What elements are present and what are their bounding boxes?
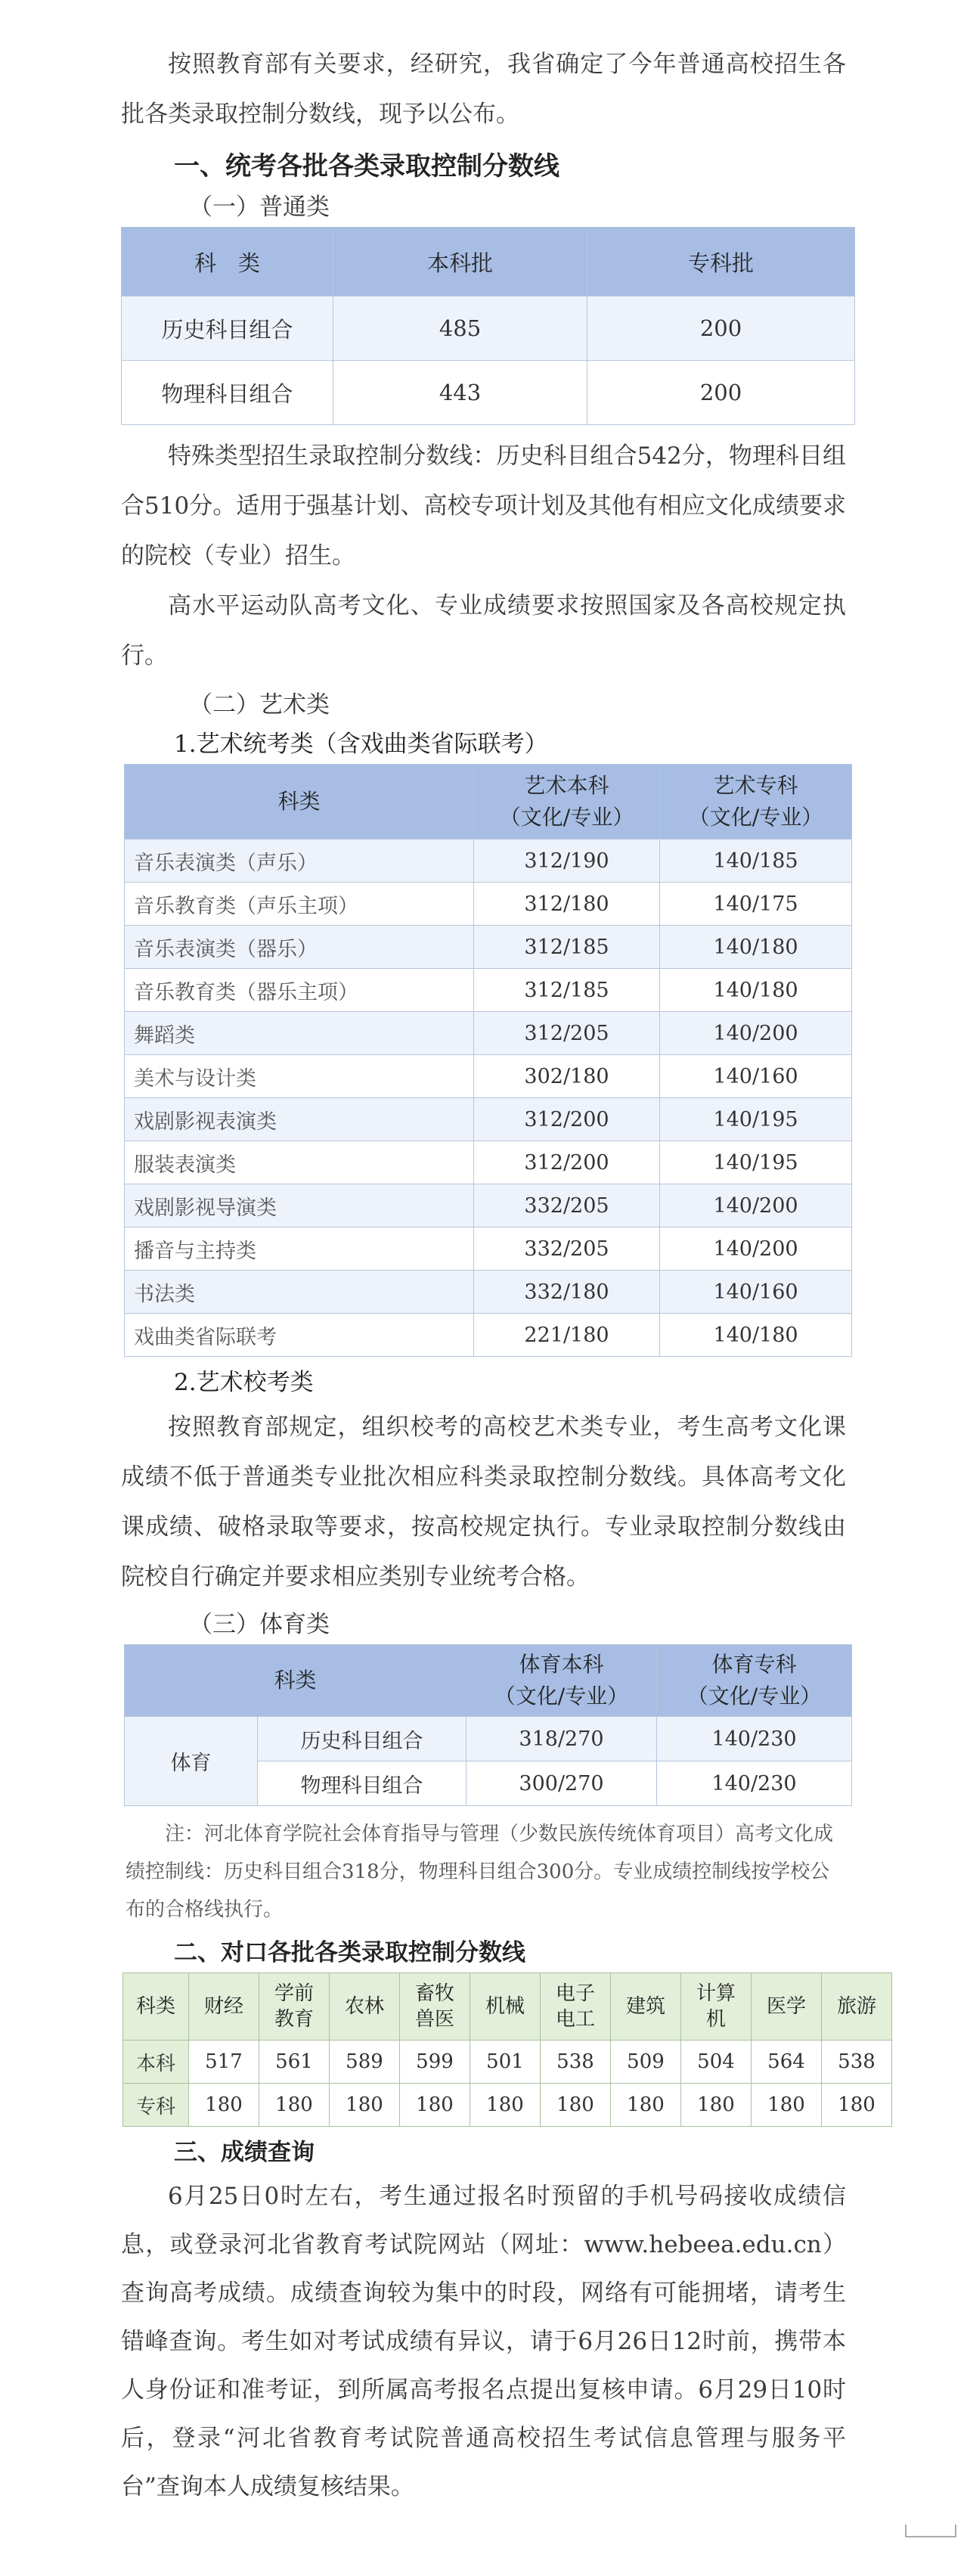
table-cell: 509 (611, 2041, 681, 2084)
table-header-row (125, 1645, 852, 1717)
header-cell: 艺术本科 （文化/专业） (474, 765, 660, 840)
table-row (125, 1271, 852, 1314)
table-cell: 312/200 (474, 1098, 660, 1141)
table-cell: 312/190 (474, 840, 660, 883)
table-cell: 599 (400, 2041, 470, 2084)
table-header-row (125, 765, 852, 840)
table-cell: 180 (752, 2084, 822, 2127)
header-cell: 畜牧 兽医 (400, 1973, 470, 2041)
table-cell: 180 (611, 2084, 681, 2127)
table-cell: 音乐教育类（器乐主项） (125, 969, 474, 1012)
art-title: （二）艺术类 (189, 691, 330, 718)
table-cell: 140/180 (660, 969, 852, 1012)
table-cell: 舞蹈类 (125, 1012, 474, 1055)
table-cell: 140/230 (657, 1761, 852, 1806)
intro-paragraph: 按照教育部有关要求，经研究，我省确定了今年普通高校招生各批各类录取控制分数线，现予以公布。 (121, 51, 846, 128)
art-school-subtitle: 2.艺术校考类 (174, 1369, 314, 1396)
header-cell: 科 类 (122, 228, 333, 296)
table-cell: 140/160 (660, 1271, 852, 1314)
table-cell: 140/200 (660, 1184, 852, 1227)
high-level-team-paragraph: 高水平运动队高考文化、专业成绩要求按照国家及各高校规定执行。 (121, 592, 846, 669)
art-school-paragraph: 按照教育部规定，组织校考的高校艺术类专业，考生高考文化课成绩不低于普通类专业批次相应科类录取控制分数线。具体高考文化课成绩、破格录取等要求，按高校规定执行。专业录取控制分数线由院校自行确定并要求相应类别专业统考合格。 (121, 1414, 846, 1591)
table-cell: 戏曲类省际联考 (125, 1314, 474, 1357)
table-cell: 332/205 (474, 1227, 660, 1271)
table-row (125, 1227, 852, 1271)
table-row (123, 2041, 892, 2084)
table-cell: 312/185 (474, 926, 660, 969)
table-row (125, 1184, 852, 1227)
table-header-row (123, 1973, 892, 2041)
header-cell: 农林 (330, 1973, 400, 2041)
table-header-row (122, 228, 855, 296)
header-cell: 学前 教育 (259, 1973, 330, 2041)
table-cell: 140/195 (660, 1098, 852, 1141)
table-cell: 音乐教育类（声乐主项） (125, 883, 474, 926)
table-cell: 200 (587, 296, 855, 361)
table-cell: 332/205 (474, 1184, 660, 1227)
table-row (125, 969, 852, 1012)
score-query-paragraph: 6月25日0时左右，考生通过报名时预留的手机号码接收成绩信息，或登录河北省教育考试院网站（网址：www.hebeea.edu.cn）查询高考成绩。成绩查询较为集中的时段，网络有可能拥堵，请考生错峰查询。考生如对考试成绩有异议，请于6月26日12时前，携带本人身份证和准考证，到所属高考报名点提出复核申请。6月29日10时后，登录“河北省教育考试院普通高校招生考试信息管理与服务平台”查询本人成绩复核结果。 (121, 2183, 846, 2500)
table-row (125, 883, 852, 926)
header-cell: 电子 电工 (541, 1973, 611, 2041)
table-cell: 300/270 (466, 1761, 657, 1806)
table-cell: 历史科目组合 (122, 296, 333, 361)
table-row (125, 840, 852, 883)
table-row (125, 1314, 852, 1357)
table-cell: 书法类 (125, 1271, 474, 1314)
table-cell: 物理科目组合 (258, 1761, 466, 1806)
table-cell: 140/160 (660, 1055, 852, 1098)
table-cell: 332/180 (474, 1271, 660, 1314)
vocational-table (122, 1972, 892, 2127)
table-cell: 音乐表演类（器乐） (125, 926, 474, 969)
header-cell: 医学 (752, 1973, 822, 2041)
special-type-paragraph: 特殊类型招生录取控制分数线：历史科目组合542分，物理科目组合510分。适用于强基计划、高校专项计划及其他有相应文化成绩要求的院校（专业）招生。 (121, 442, 846, 570)
corner-mark-icon (927, 2523, 965, 2538)
table-cell: 体育 (125, 1717, 258, 1806)
general-title: （一）普通类 (189, 194, 330, 221)
sports-title: （三）体育类 (189, 1611, 330, 1638)
table-cell: 200 (587, 361, 855, 425)
table-cell: 312/180 (474, 883, 660, 926)
table-cell: 美术与设计类 (125, 1055, 474, 1098)
table-cell: 312/185 (474, 969, 660, 1012)
table-cell: 140/180 (660, 926, 852, 969)
table-cell: 538 (541, 2041, 611, 2084)
sports-table (124, 1644, 852, 1806)
section1-title: 一、统考各批各类录取控制分数线 (174, 151, 559, 182)
header-cell: 财经 (189, 1973, 259, 2041)
table-cell: 140/180 (660, 1314, 852, 1357)
sports-note: 注：河北体育学院社会体育指导与管理（少数民族传统体育项目）高考文化成绩控制线：历史科目组合318分，物理科目组合300分。专业成绩控制线按学校公布的合格线执行。 (126, 1823, 834, 1921)
table-cell: 180 (822, 2084, 892, 2127)
general-table (121, 227, 855, 425)
table-cell: 音乐表演类（声乐） (125, 840, 474, 883)
table-cell: 140/185 (660, 840, 852, 883)
table-cell: 564 (752, 2041, 822, 2084)
table-cell: 561 (259, 2041, 330, 2084)
header-cell: 建筑 (611, 1973, 681, 2041)
table-cell: 312/205 (474, 1012, 660, 1055)
header-cell: 计算 机 (681, 1973, 752, 2041)
table-row (125, 1717, 852, 1761)
table-row (125, 1055, 852, 1098)
table-cell: 140/195 (660, 1141, 852, 1184)
header-cell: 机械 (470, 1973, 541, 2041)
table-cell: 专科 (123, 2084, 189, 2127)
header-cell: 科类 (125, 1645, 466, 1717)
table-cell: 服装表演类 (125, 1141, 474, 1184)
table-cell: 443 (333, 361, 587, 425)
table-cell: 140/200 (660, 1227, 852, 1271)
table-cell: 戏剧影视表演类 (125, 1098, 474, 1141)
art-unified-subtitle: 1.艺术统考类（含戏曲类省际联考） (174, 731, 548, 758)
table-cell: 180 (541, 2084, 611, 2127)
table-cell: 589 (330, 2041, 400, 2084)
table-row (125, 1141, 852, 1184)
table-cell: 140/175 (660, 883, 852, 926)
table-cell: 318/270 (466, 1717, 657, 1761)
table-row (123, 2084, 892, 2127)
header-cell: 旅游 (822, 1973, 892, 2041)
table-cell: 485 (333, 296, 587, 361)
table-cell: 180 (470, 2084, 541, 2127)
header-cell: 艺术专科 （文化/专业） (660, 765, 852, 840)
table-cell: 播音与主持类 (125, 1227, 474, 1271)
table-cell: 180 (681, 2084, 752, 2127)
table-row (125, 1098, 852, 1141)
header-cell: 体育本科 （文化/专业） (466, 1645, 657, 1717)
table-cell: 312/200 (474, 1141, 660, 1184)
table-cell: 221/180 (474, 1314, 660, 1357)
table-cell: 180 (330, 2084, 400, 2127)
table-cell: 180 (189, 2084, 259, 2127)
section2-title: 二、对口各批各类录取控制分数线 (174, 1939, 525, 1966)
header-cell: 体育专科 （文化/专业） (657, 1645, 852, 1717)
table-cell: 504 (681, 2041, 752, 2084)
table-cell: 历史科目组合 (258, 1717, 466, 1761)
table-cell: 物理科目组合 (122, 361, 333, 425)
header-cell: 科类 (123, 1973, 189, 2041)
table-row (122, 361, 855, 425)
table-row (122, 296, 855, 361)
table-cell: 140/200 (660, 1012, 852, 1055)
table-row (125, 1012, 852, 1055)
art-unified-table (124, 764, 852, 1357)
header-cell: 本科批 (333, 228, 587, 296)
header-cell: 专科批 (587, 228, 855, 296)
table-cell: 501 (470, 2041, 541, 2084)
section3-title: 三、成绩查询 (174, 2139, 315, 2166)
table-cell: 302/180 (474, 1055, 660, 1098)
table-cell: 180 (400, 2084, 470, 2127)
table-cell: 538 (822, 2041, 892, 2084)
table-cell: 戏剧影视导演类 (125, 1184, 474, 1227)
table-cell: 180 (259, 2084, 330, 2127)
table-row (125, 926, 852, 969)
table-cell: 140/230 (657, 1717, 852, 1761)
table-cell: 517 (189, 2041, 259, 2084)
header-cell: 科类 (125, 765, 474, 840)
table-cell: 本科 (123, 2041, 189, 2084)
